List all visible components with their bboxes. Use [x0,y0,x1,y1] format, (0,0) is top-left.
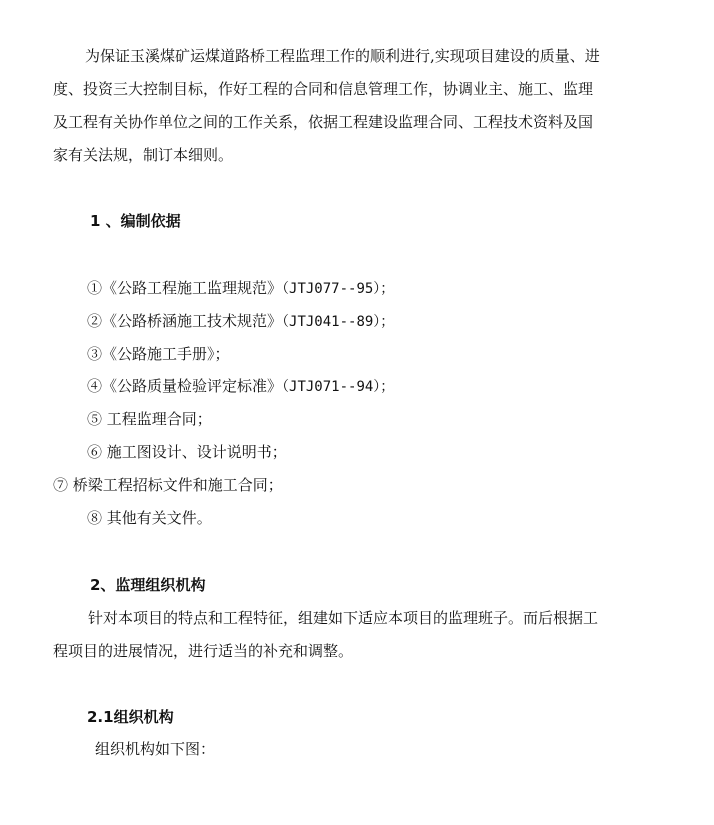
reference-title: ③《公路施工手册》； [87,345,230,363]
intro-line: 及工程有关协作单位之间的工作关系，依据工程建设监理合同、工程技术资料及国 [53,113,594,131]
reference-item [87,344,230,364]
intro-line: 家有关法规，制订本细则。 [53,146,234,164]
reference-code: （JTJ041--89）； [282,314,395,330]
reference-title: ⑧ 其他有关文件。 [87,509,212,527]
reference-title: ①《公路工程施工监理规范》 [87,279,283,297]
reference-item [87,442,287,462]
section-2-text-line: 针对本项目的特点和工程特征，组建如下适应本项目的监理班子。而后根据工 [88,609,599,627]
reference-title: ④《公路质量检验评定标准》 [87,377,283,395]
reference-title: ⑤ 工程监理合同； [87,410,212,428]
section-1-heading: 1 、编制依据 [90,212,181,230]
reference-item [87,376,394,397]
section-2-1-heading: 2.1组织机构 [87,708,174,726]
reference-title: ⑦ 桥梁工程招标文件和施工合同； [53,476,283,494]
reference-title: ⑥ 施工图设计、设计说明书； [87,443,287,461]
reference-item [87,409,212,429]
intro-paragraph [53,40,665,172]
reference-item [87,508,212,528]
reference-code: （JTJ071--94）； [282,379,395,395]
reference-code: （JTJ077--95）； [282,281,395,297]
section-2-text-line: 程项目的进展情况，进行适当的补充和调整。 [53,642,354,660]
reference-title: ②《公路桥涵施工技术规范》 [87,312,283,330]
reference-item [53,475,283,495]
reference-item [87,311,394,332]
section-2-heading: 2、监理组织机构 [90,576,206,594]
section-2-1-text: 组织机构如下图： [95,740,216,758]
intro-line: 度、投资三大控制目标，作好工程的合同和信息管理工作，协调业主、施工、监理 [53,80,594,98]
intro-line: 为保证玉溪煤矿运煤道路桥工程监理工作的顺利进行,实现项目建设的质量、进 [85,47,600,65]
reference-item [87,278,394,299]
